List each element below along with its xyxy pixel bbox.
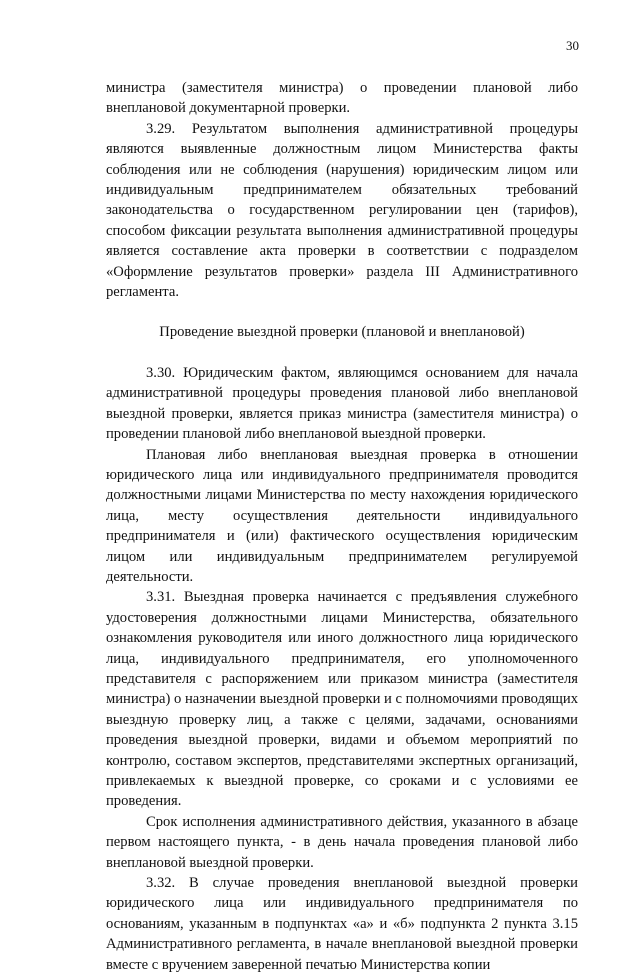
paragraph-3-29: 3.29. Результатом выполнения административной процедуры являются выявленные должностным лицом Министерства факты соблюдения или не соблюдения (нарушения) юридическим лицом или индивидуальным предпринимателем обязательных требований законодательства о государственном регулировании цен (тарифов), способом фиксации результата выполнения административной процедуры является составление акта проверки в соответствии с подразделом «Оформление результатов проверки» раздела III Административного регламента. bbox=[106, 120, 578, 301]
paragraph-planned-inspection: Плановая либо внеплановая выездная проверка в отношении юридического лица или индивидуального предпринимателя проводится должностными лицами Министерства по месту нахождения юридического лица, месту осуществления деятельности индивидуального предпринимателя и (или) фактического осуществления юридическим лицом или индивидуальным предпринимателем регулируемой деятельности. bbox=[106, 446, 578, 585]
paragraph-continuation: министра (заместителя министра) о проведении плановой либо внеплановой документарной проверки. bbox=[106, 80, 578, 117]
section-heading: Проведение выездной проверки (плановой и внеплановой) bbox=[159, 324, 525, 341]
document-body bbox=[106, 78, 578, 975]
paragraph-3-30: 3.30. Юридическим фактом, являющимся основанием для начала административной процедуры проведения плановой либо внеплановой выездной проверки, является приказ министра (заместителя министра) о проведении плановой либо внеплановой выездной проверки. bbox=[106, 364, 578, 443]
paragraph-3-31: 3.31. Выездная проверка начинается с предъявления служебного удостоверения должностными лицами Министерства, обязательного ознакомления руководителя или иного должностного лица юридического лица, индивидуального предпринимателя, его уполномоченного представителя с распоряжением или приказом министра (заместителя министра) о назначении выездной проверки и с полномочиями проводящих выездную проверку лиц, а также с целями, задачами, основаниями проведения выездной проверки, видами и объемом мероприятий по контролю, составом экспертов, представителями экспертных организаций, привлекаемых к выездной проверке, со сроками и с условиями ее проведения. bbox=[106, 589, 578, 810]
paragraph-deadline: Срок исполнения административного действия, указанного в абзаце первом настоящего пункта, - в день начала проведения плановой либо внеплановой выездной проверки. bbox=[106, 813, 578, 871]
page-number: 30 bbox=[566, 38, 579, 53]
paragraph-3-32: 3.32. В случае проведения внеплановой выездной проверки юридического лица или индивидуального предпринимателя по основаниям, указанным в подпунктах «а» и «б» подпункта 2 пункта 3.15 Административного регламента, в начале внеплановой выездной проверки вместе с вручением заверенной печатью Министерства копии bbox=[106, 875, 578, 973]
